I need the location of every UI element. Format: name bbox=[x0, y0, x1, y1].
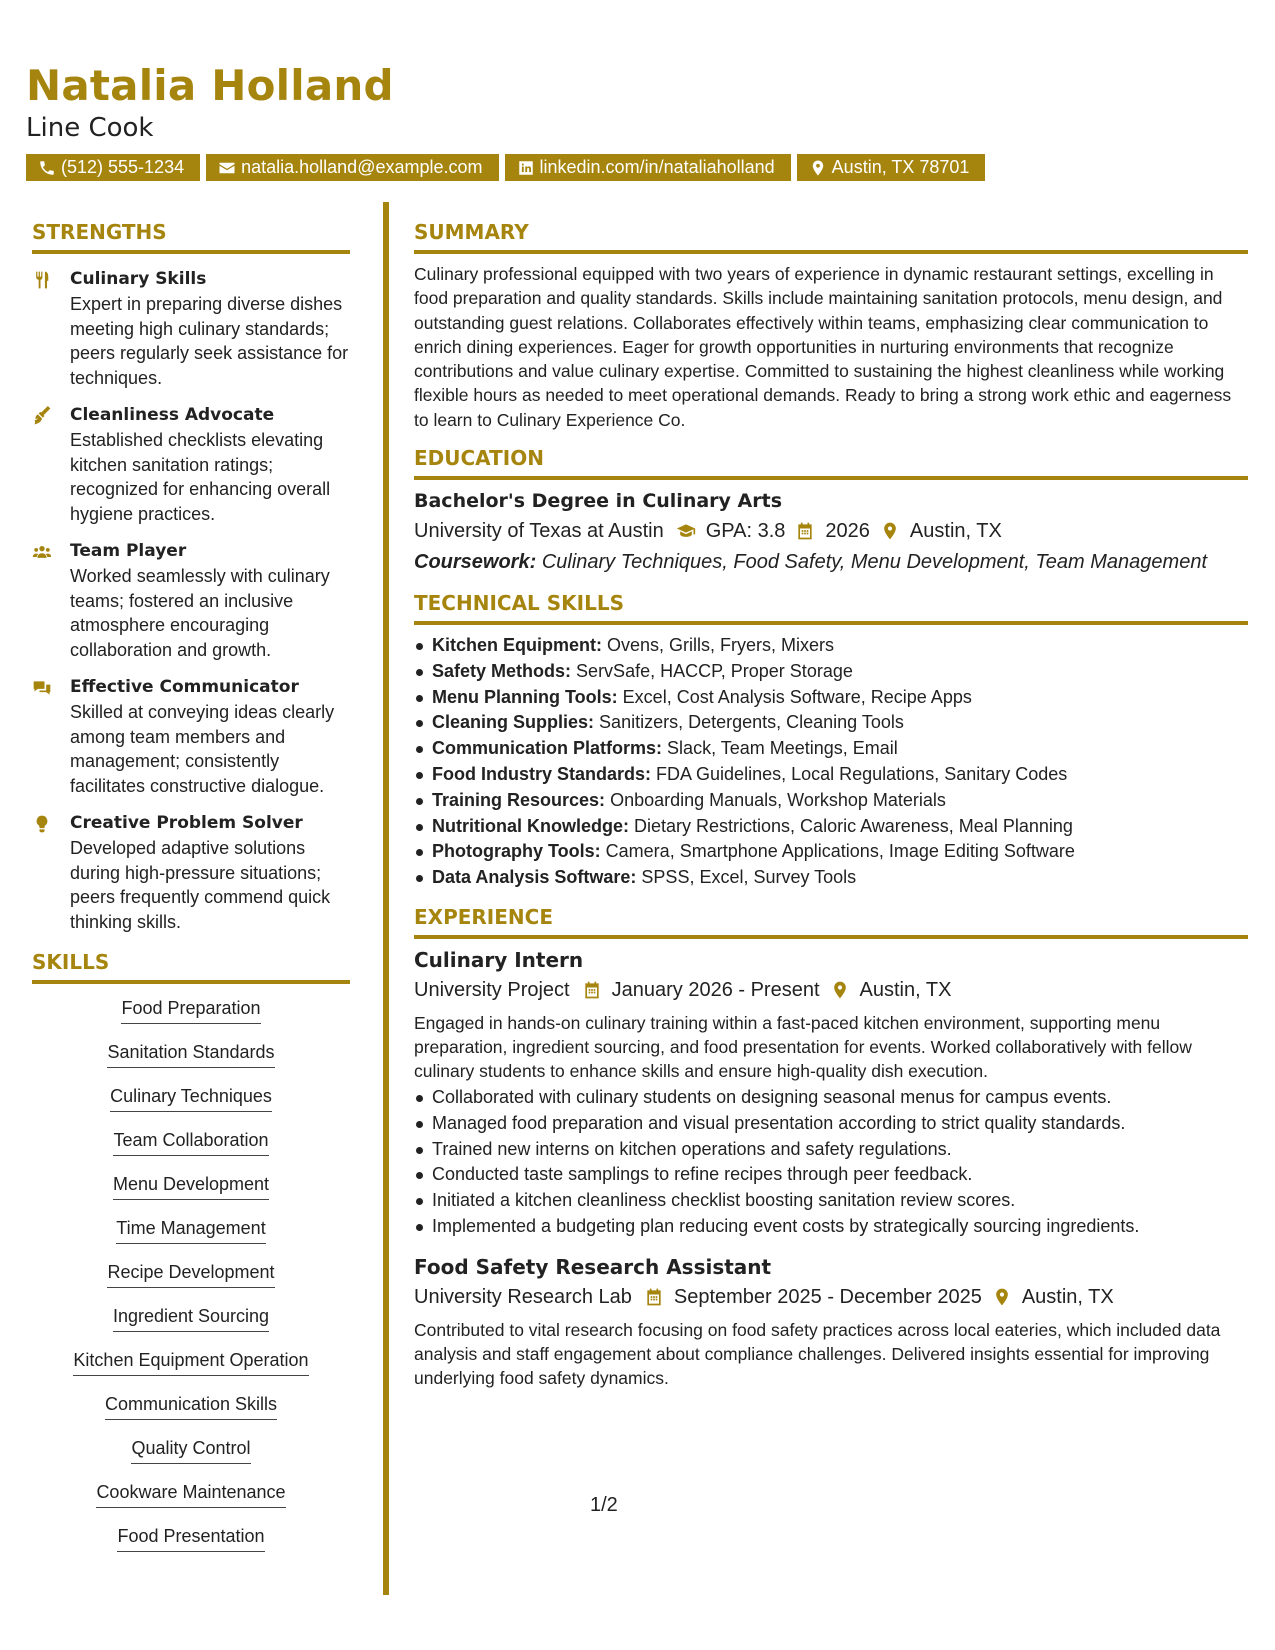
tech-value: Slack, Team Meetings, Email bbox=[667, 738, 898, 759]
school-name: University of Texas at Austin bbox=[414, 520, 664, 543]
list-item: Initiated a kitchen cleanliness checklist boosting sanitation review scores. bbox=[432, 1188, 1248, 1214]
job-title: Food Safety Research Assistant bbox=[414, 1254, 772, 1279]
comments-icon bbox=[32, 678, 52, 698]
list-item bbox=[432, 659, 1248, 685]
map-marker-icon bbox=[809, 159, 827, 177]
skill-tag: Culinary Techniques bbox=[110, 1084, 272, 1112]
job-dates: September 2025 - December 2025 bbox=[673, 1285, 982, 1308]
tech-value: Ovens, Grills, Fryers, Mixers bbox=[607, 635, 835, 656]
gpa: GPA: 3.8 bbox=[705, 520, 786, 543]
tech-value: Excel, Cost Analysis Software, Recipe Apps bbox=[622, 686, 972, 707]
calendar-icon bbox=[795, 521, 815, 541]
tech-value: ServSafe, HACCP, Proper Storage bbox=[576, 660, 853, 681]
edu-location: Austin, TX bbox=[909, 520, 1002, 543]
strength-item bbox=[32, 404, 350, 526]
list-item bbox=[432, 762, 1248, 788]
skill-tag: Menu Development bbox=[113, 1172, 269, 1200]
strength-desc: Worked seamlessly with culinary teams; fostered an inclusive atmosphere encouraging collaboration and growth. bbox=[70, 566, 330, 660]
tech-label: Cleaning Supplies: bbox=[432, 712, 595, 733]
location-text: Austin, TX 78701 bbox=[831, 157, 970, 177]
skill-tag: Food Presentation bbox=[117, 1524, 264, 1552]
strength-desc: Established checklists elevating kitchen sanitation ratings; recognized for enhancing overall hygiene practices. bbox=[70, 430, 331, 524]
list-item bbox=[432, 865, 1248, 891]
map-marker-icon bbox=[880, 521, 900, 541]
list-item bbox=[432, 633, 1248, 659]
list-item: Trained new interns on kitchen operations and safety regulations. bbox=[432, 1137, 1248, 1163]
strength-title: Effective Communicator bbox=[70, 677, 299, 697]
calendar-icon bbox=[582, 980, 602, 1000]
map-marker-icon bbox=[830, 980, 850, 1000]
phone-text: (512) 555-1234 bbox=[61, 157, 185, 177]
technical-skills-list bbox=[414, 633, 1248, 891]
skill-tag: Kitchen Equipment Operation bbox=[73, 1348, 308, 1376]
tech-value: FDA Guidelines, Local Regulations, Sanitary Codes bbox=[656, 764, 1068, 785]
coursework-label: Coursework: bbox=[414, 551, 537, 574]
strength-desc: Skilled at conveying ideas clearly among team members and management; consistently facilitates constructive dialogue. bbox=[70, 702, 335, 796]
tech-label: Communication Platforms: bbox=[432, 738, 663, 759]
skill-tag: Quality Control bbox=[131, 1436, 250, 1464]
skill-tag: Cookware Maintenance bbox=[96, 1480, 285, 1508]
skill-tag: Food Preparation bbox=[121, 996, 260, 1024]
skill-tag: Time Management bbox=[116, 1216, 265, 1244]
phone-icon bbox=[38, 159, 56, 177]
candidate-name: Natalia Holland bbox=[26, 61, 394, 110]
list-item bbox=[432, 736, 1248, 762]
job-org: University Project bbox=[414, 979, 570, 1002]
contact-linkedin[interactable] bbox=[505, 154, 791, 181]
map-marker-icon bbox=[992, 1287, 1012, 1307]
resume-header bbox=[26, 62, 1246, 181]
graduation-cap-icon bbox=[676, 521, 696, 541]
list-item: Implemented a budgeting plan reducing event costs by strategically sourcing ingredients. bbox=[432, 1214, 1248, 1240]
skill-tag: Team Collaboration bbox=[113, 1128, 268, 1156]
contact-email[interactable] bbox=[206, 154, 498, 181]
tech-label: Kitchen Equipment: bbox=[432, 635, 602, 656]
envelope-icon bbox=[218, 159, 236, 177]
tech-label: Nutritional Knowledge: bbox=[432, 815, 629, 836]
job-org: University Research Lab bbox=[414, 1285, 632, 1308]
contact-location[interactable] bbox=[797, 154, 986, 181]
strength-item bbox=[32, 676, 350, 798]
summary-heading: SUMMARY bbox=[414, 220, 1248, 254]
list-item: Collaborated with culinary students on designing seasonal menus for campus events. bbox=[432, 1085, 1248, 1111]
job-location: Austin, TX bbox=[1021, 1285, 1114, 1308]
education-meta bbox=[414, 516, 1248, 546]
lightbulb-icon bbox=[32, 814, 52, 834]
strength-title: Cleanliness Advocate bbox=[70, 405, 275, 425]
tech-label: Food Industry Standards: bbox=[432, 764, 652, 785]
list-item bbox=[432, 788, 1248, 814]
strength-title: Culinary Skills bbox=[70, 269, 207, 289]
users-icon bbox=[32, 542, 52, 562]
skills-heading: SKILLS bbox=[32, 950, 350, 984]
strengths-heading: STRENGTHS bbox=[32, 220, 350, 254]
tech-label: Menu Planning Tools: bbox=[432, 686, 618, 707]
technical-skills-heading: TECHNICAL SKILLS bbox=[414, 591, 1248, 625]
summary-text: Culinary professional equipped with two years of experience in dynamic restaurant settings, excelling in food preparation and quality standards. Skills include maintaining sanitation protocols, menu design, and outstanding guest relations. Collaborates effectively within teams, emphasizing clear communication to enrich dining experiences. Eager for growth opportunities in nurturing environments that recognize contributions and value culinary expertise. Committed to sustaining the highest cleanliness while working flexible hours as needed to meet operational demands. Ready to bring a strong work ethic and eagerness to learn to Culinary Experience Co. bbox=[414, 264, 1232, 430]
utensils-icon bbox=[32, 270, 52, 290]
list-item: Managed food preparation and visual presentation according to strict quality standards. bbox=[432, 1111, 1248, 1137]
strength-item bbox=[32, 812, 350, 934]
job-location: Austin, TX bbox=[859, 979, 952, 1002]
job-meta bbox=[414, 975, 1248, 1005]
tech-label: Safety Methods: bbox=[432, 660, 572, 681]
contact-bar bbox=[26, 154, 1246, 181]
right-column bbox=[414, 220, 1248, 1390]
left-column bbox=[32, 220, 350, 1568]
skills-section bbox=[32, 950, 350, 1568]
job-description: Contributed to vital research focusing on food safety practices across local eateries, which included data analysis and staff engagement about compliance challenges. Delivered insights essential for improving underlying food safety dynamics. bbox=[414, 1319, 1221, 1388]
list-item bbox=[432, 685, 1248, 711]
education-heading: EDUCATION bbox=[414, 446, 1248, 480]
strength-desc: Expert in preparing diverse dishes meeting high culinary standards; peers regularly seek assistance for techniques. bbox=[70, 294, 349, 388]
job-title: Culinary Intern bbox=[414, 948, 584, 973]
tech-value: Onboarding Manuals, Workshop Materials bbox=[610, 789, 946, 810]
calendar-icon bbox=[644, 1287, 664, 1307]
tech-value: Sanitizers, Detergents, Cleaning Tools bbox=[599, 712, 904, 733]
tech-value: SPSS, Excel, Survey Tools bbox=[641, 867, 857, 888]
list-item bbox=[432, 710, 1248, 736]
tech-value: Dietary Restrictions, Caloric Awareness, Meal Planning bbox=[634, 815, 1073, 836]
page-number: 1/2 bbox=[590, 1494, 618, 1516]
strength-title: Creative Problem Solver bbox=[70, 813, 303, 833]
tech-label: Training Resources: bbox=[432, 789, 606, 810]
list-item bbox=[432, 839, 1248, 865]
broom-icon bbox=[32, 406, 52, 426]
skill-tag: Ingredient Sourcing bbox=[113, 1304, 269, 1332]
coursework bbox=[414, 547, 1248, 577]
contact-phone[interactable] bbox=[26, 154, 200, 181]
grad-year: 2026 bbox=[825, 520, 870, 543]
job-meta bbox=[414, 1282, 1248, 1312]
email-text: natalia.holland@example.com bbox=[241, 157, 483, 177]
strength-item bbox=[32, 540, 350, 662]
strength-item bbox=[32, 268, 350, 390]
strength-desc: Developed adaptive solutions during high-pressure situations; peers frequently commend quick thinking skills. bbox=[70, 838, 331, 932]
tech-value: Camera, Smartphone Applications, Image Editing Software bbox=[605, 841, 1075, 862]
candidate-role: Line Cook bbox=[26, 113, 154, 143]
coursework-text: Culinary Techniques, Food Safety, Menu Development, Team Management bbox=[541, 551, 1207, 574]
strength-title: Team Player bbox=[70, 541, 187, 561]
job-description: Engaged in hands-on culinary training within a fast-paced kitchen environment, supporting menu preparation, ingredient sourcing, and food presentation for events. Worked collaboratively with fellow culinary students to enhance skills and ensure high-quality dish execution. bbox=[414, 1013, 1192, 1082]
linkedin-icon bbox=[517, 159, 535, 177]
job-dates: January 2026 - Present bbox=[611, 979, 820, 1002]
tech-label: Data Analysis Software: bbox=[432, 867, 637, 888]
skill-tag: Sanitation Standards bbox=[107, 1040, 274, 1068]
linkedin-text: linkedin.com/in/nataliaholland bbox=[539, 157, 775, 177]
experience-heading: EXPERIENCE bbox=[414, 905, 1248, 939]
tech-label: Photography Tools: bbox=[432, 841, 601, 862]
skill-list bbox=[32, 996, 350, 1568]
column-divider bbox=[383, 202, 389, 1595]
skill-tag: Recipe Development bbox=[107, 1260, 274, 1288]
list-item bbox=[432, 814, 1248, 840]
skill-tag: Communication Skills bbox=[105, 1392, 277, 1420]
degree-title: Bachelor's Degree in Culinary Arts bbox=[414, 490, 783, 513]
list-item: Conducted taste samplings to refine recipes through peer feedback. bbox=[432, 1162, 1248, 1188]
job-bullets bbox=[414, 1085, 1248, 1240]
